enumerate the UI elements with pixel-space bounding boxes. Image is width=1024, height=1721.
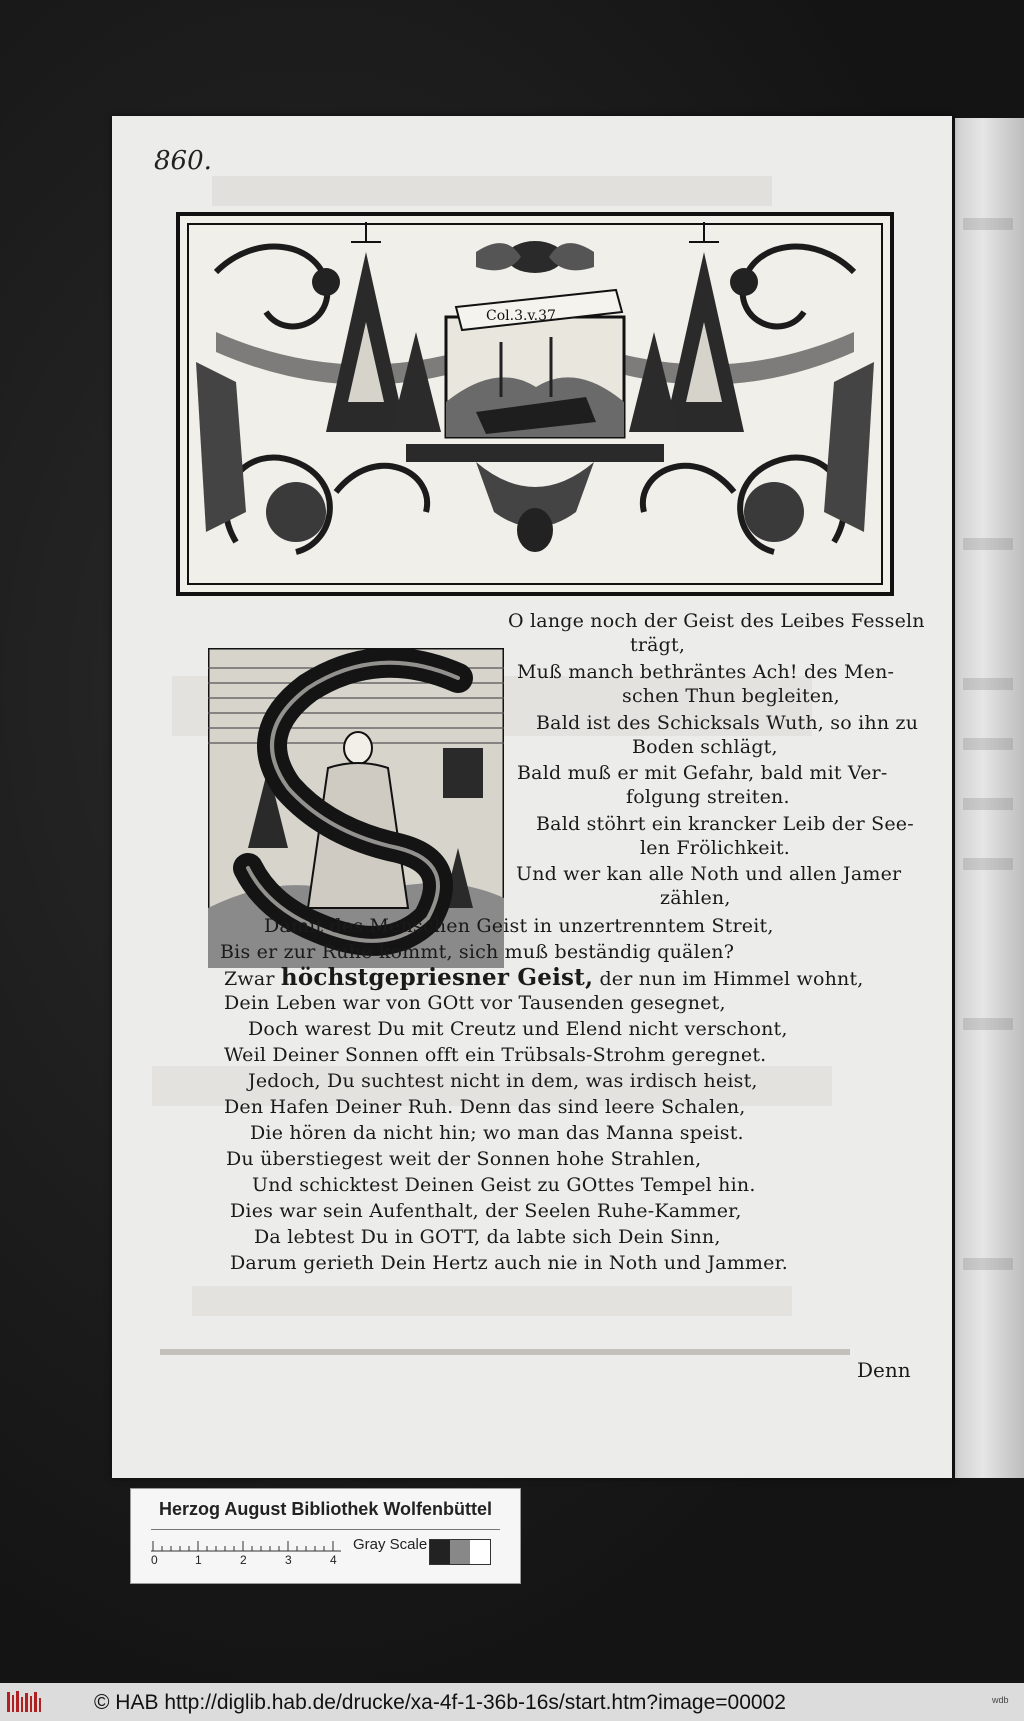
poem-line: schen Thun begleiten, [622, 685, 840, 707]
poem-line: Und wer kan alle Noth und allen Jamer [516, 863, 902, 885]
poem-line: Dein Leben war von GOtt vor Tausenden gesegnet, [224, 992, 726, 1014]
hab-barcode-logo-icon [6, 1689, 44, 1715]
vignette-inscription: Col.3.v.37. [486, 308, 561, 324]
poem-line: Dies war sein Aufenthalt, der Seelen Ruhe-Kammer, [230, 1200, 742, 1222]
ruler-number: 0 [151, 1553, 158, 1565]
gray-scale-patches [429, 1539, 491, 1565]
copyright-url: © HAB http://diglib.hab.de/drucke/xa-4f-1-36b-16s/start.htm?image=00002 [94, 1691, 786, 1714]
bleed-through-rule [160, 1349, 850, 1355]
poem-emphasis-hoechstgepriesner-geist: höchstgepriesner Geist, [280, 964, 594, 991]
adjacent-page-edge [955, 118, 1024, 1478]
poem-line: Damit des Menschen Geist in unzertrenntem Streit, [264, 915, 774, 937]
poem-line: Du überstiegest weit der Sonnen hohe Strahlen, [226, 1148, 702, 1170]
poem-line: Bald stöhrt ein krancker Leib der See- [536, 813, 914, 835]
poem-line: Da lebtest Du in GOTT, da labte sich Dein Sinn, [254, 1226, 721, 1248]
catchword: Denn [857, 1358, 911, 1382]
poem-line: O lange noch der Geist des Leibes Fesseln [508, 610, 925, 632]
poem-line: Doch warest Du mit Creutz und Elend nicht verschont, [248, 1018, 788, 1040]
ruler-number: 3 [285, 1553, 292, 1565]
poem-line: Die hören da nicht hin; wo man das Manna speist. [250, 1122, 744, 1144]
poem-line: Bis er zur Ruhe kommt, sich muß beständig quälen? [220, 941, 735, 963]
footer-bar [0, 1683, 1024, 1721]
bleed-through [212, 176, 772, 206]
centimeter-ruler [151, 1537, 346, 1565]
handwritten-page-number: 860. [154, 146, 212, 176]
ruler-number: 1 [195, 1553, 202, 1565]
poem-line: Bald ist des Schicksals Wuth, so ihn zu [536, 712, 919, 734]
gray-scale-label: Gray Scale [353, 1536, 428, 1553]
poem-line: Bald muß er mit Gefahr, bald mit Ver- [517, 762, 888, 784]
poem-line: Jedoch, Du suchtest nicht in dem, was irdisch heist, [248, 1070, 758, 1092]
poem-line-zwar-a: Zwar [224, 968, 281, 990]
poem-line: zählen, [660, 887, 731, 909]
poem-line: Darum gerieth Dein Hertz auch nie in Noth und Jammer. [230, 1252, 789, 1274]
scale-card [130, 1488, 521, 1584]
library-name: Herzog August Bibliothek Wolfenbüttel [159, 1499, 492, 1519]
poem-line: Den Hafen Deiner Ruh. Denn das sind leere Schalen, [224, 1096, 746, 1118]
card-divider [151, 1529, 500, 1530]
poem-line-zwar-b: der nun im Himmel wohnt, [593, 968, 864, 990]
ruler-number: 4 [330, 1553, 337, 1565]
bleed-through [192, 1286, 792, 1316]
poem-line: Und schicktest Deinen Geist zu GOttes Tempel hin. [252, 1174, 756, 1196]
ruler-number: 2 [240, 1553, 247, 1565]
footer-mark: wdb [992, 1695, 1009, 1705]
poem-line: Weil Deiner Sonnen offt ein Trübsals-Strohm geregnet. [224, 1044, 767, 1066]
poem-line: Muß manch bethräntes Ach! des Men- [517, 661, 895, 683]
poem-line: len Frölichkeit. [640, 837, 791, 859]
ornamental-vignette [176, 212, 894, 596]
poem-line: folgung streiten. [626, 786, 790, 808]
poem-line: trägt, [630, 634, 686, 656]
book-page [112, 116, 952, 1478]
poem-line: Boden schlägt, [632, 736, 778, 758]
poem-line [224, 964, 864, 991]
